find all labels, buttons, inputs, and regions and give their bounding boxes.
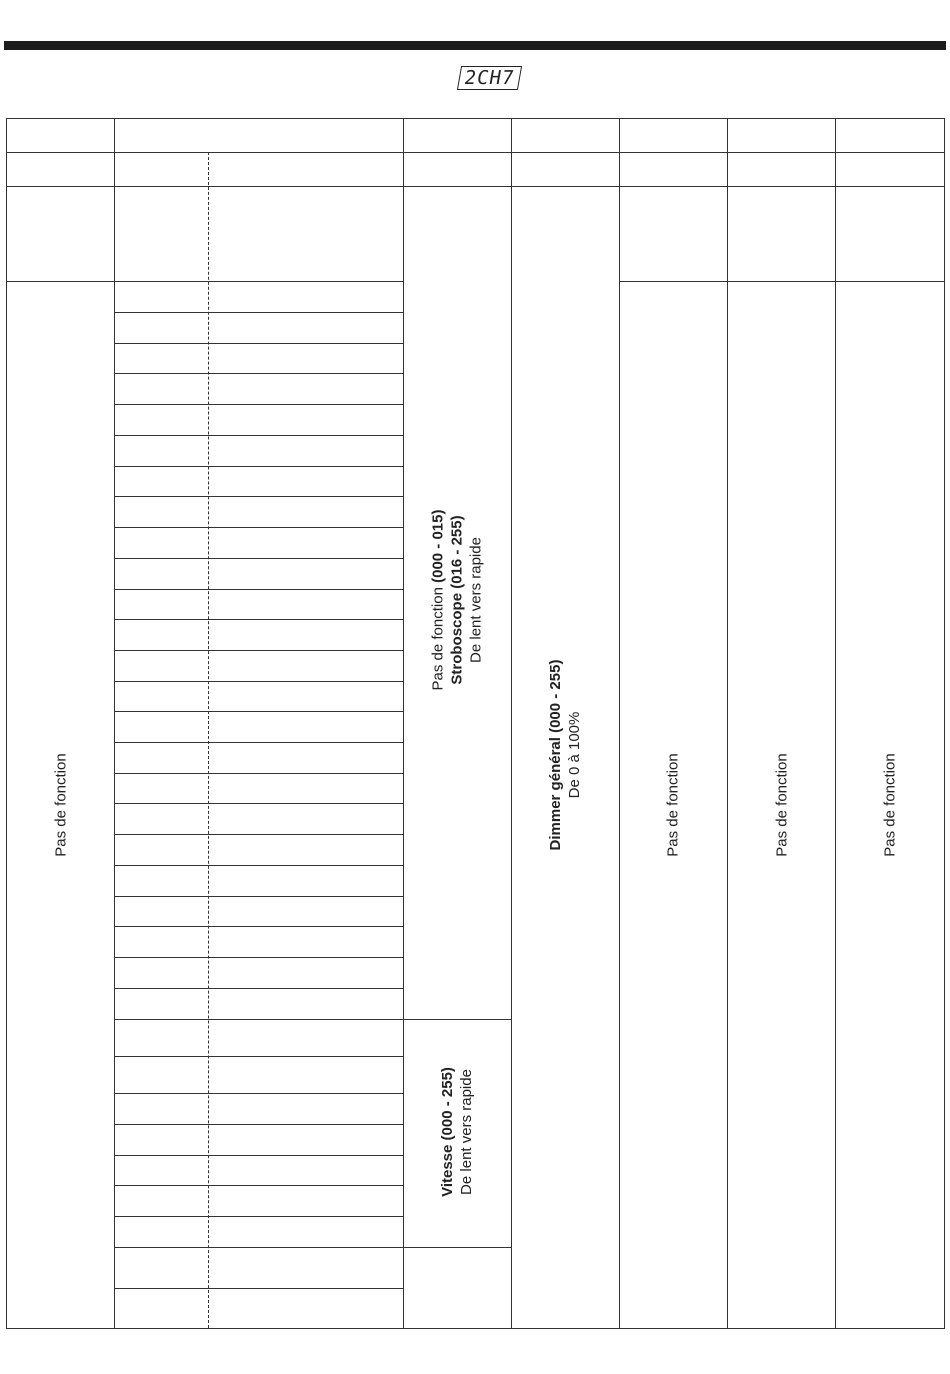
table-row-line: [114, 1288, 403, 1289]
table-row-line: [114, 1155, 403, 1156]
table-subheader-row-line: [6, 186, 944, 187]
col8-no-function-label: Pas de fonction: [881, 753, 899, 857]
table-row-line: [114, 466, 403, 467]
table-column-divider: [727, 118, 728, 1328]
col1-no-function-label: Pas de fonction: [52, 753, 70, 857]
table-row-line: [114, 404, 403, 405]
table-row-line: [114, 1093, 403, 1094]
speed-function-label: Vitesse (000 - 255) De lent vers rapide: [439, 1067, 475, 1197]
table-row-line: [114, 496, 403, 497]
table-row-line: [114, 711, 403, 712]
table-row-line: [114, 681, 403, 682]
table-row-line: [114, 1124, 403, 1125]
table-row-line: [114, 803, 403, 804]
strobe-speed-boundary: [403, 1019, 511, 1020]
table-row-line: [114, 742, 403, 743]
col6-no-function-label: Pas de fonction: [664, 753, 682, 857]
table-row-line: [114, 373, 403, 374]
top-rule: [4, 41, 946, 50]
table-row-line: [114, 896, 403, 897]
table-row-line: [114, 619, 403, 620]
table-row-line: [114, 1247, 403, 1248]
table-row-line: [114, 988, 403, 989]
table-column-divider: [114, 118, 115, 1328]
dimmer-function-label: Dimmer général (000 - 255) De 0 à 100%: [547, 659, 583, 851]
table-row-line: [114, 926, 403, 927]
table-row-line: [114, 773, 403, 774]
table-column-divider: [511, 118, 512, 1328]
table-row-line: [114, 650, 403, 651]
table-column-divider: [835, 118, 836, 1328]
table-column-divider: [403, 118, 404, 1328]
strobe-function-label: Pas de fonction (000 - 015) Stroboscope (016 - 255) De lent vers rapide: [429, 509, 485, 691]
table-section-line: [6, 281, 403, 282]
table-row-line: [114, 865, 403, 866]
table-row-line: [114, 957, 403, 958]
table-row-line: [114, 312, 403, 313]
col7-no-function-label: Pas de fonction: [773, 753, 791, 857]
mode-code-display: 2CH7: [457, 66, 522, 90]
table-row-line: [114, 834, 403, 835]
table-row-line: [114, 1056, 403, 1057]
table-dashed-divider: [208, 152, 209, 1328]
table-row-line: [114, 1185, 403, 1186]
table-header-row-line: [6, 152, 944, 153]
table-section-line: [619, 281, 944, 282]
table-left-border: [6, 118, 7, 1328]
table-bottom-border: [6, 1328, 944, 1329]
table-row-line: [114, 343, 403, 344]
table-row-line: [114, 589, 403, 590]
table-top-border: [6, 118, 944, 119]
table-right-border: [944, 118, 945, 1329]
speed-end-boundary: [403, 1247, 511, 1248]
table-row-line: [114, 527, 403, 528]
table-row-line: [114, 435, 403, 436]
table-row-line: [114, 1019, 403, 1020]
table-column-divider: [619, 118, 620, 1328]
table-row-line: [114, 1216, 403, 1217]
table-row-line: [114, 558, 403, 559]
